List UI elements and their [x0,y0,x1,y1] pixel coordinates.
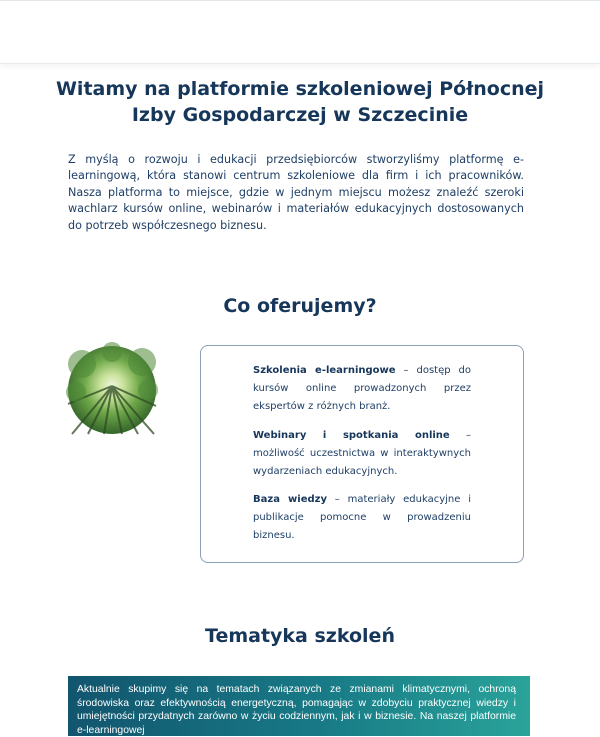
intro-paragraph: Z myślą o rozwoju i edukacji przedsiębiorców stworzyliśmy platformę e-learningową, która stanowi centrum szkoleniowe dla firm i ich pracowników. Nasza platforma to miejsce, gdzie w jednym miejscu możesz znaleźć szeroki wachlarz kursów online, webinarów i materiałów edukacyjnych dostosowanych do potrzeb współczesnego biznesu. [68,153,524,232]
topics-banner [68,676,530,736]
page-title: Witamy na platformie szkoleniowej Północnej Izby Gospodarczej w Szczecinie [55,78,545,126]
offer-item-knowledge-base [253,491,471,545]
offer-card [200,345,524,563]
offer-item-webinars [253,427,471,481]
offer-item-elearning [253,362,471,416]
forest-canopy-icon [68,346,156,434]
offer-item-title: Baza wiedzy [253,494,327,505]
offer-item-title: Webinary i spotkania online [253,430,450,441]
offer-item-title: Szkolenia e-learningowe [253,365,396,376]
topics-text: Aktualnie skupimy się na tematach związanych ze zmianami klimatycznymi, ochroną środowiska oraz efektywnością energetyczną, pomagając w zdobyciu praktycznej wiedzy i umiejętności przydatnych zarówno w życiu codziennym, jak i w biznesie. Na naszej platformie e-learningowej [77,684,516,736]
offer-heading: Co oferujemy? [223,295,377,317]
offer-item-desc: – możliwość uczestnictwa w interaktywnych wydarzeniach edukacyjnych. [253,430,471,477]
offer-item-desc: – dostęp do kursów online prowadzonych przez ekspertów z różnych branż. [253,365,471,412]
topics-heading: Tematyka szkoleń [205,625,395,647]
offer-item-desc: – materiały edukacyjne i publikacje pomocne w prowadzeniu biznesu. [253,494,471,541]
top-navigation-bar [0,0,600,64]
forest-canopy-image [68,346,156,434]
